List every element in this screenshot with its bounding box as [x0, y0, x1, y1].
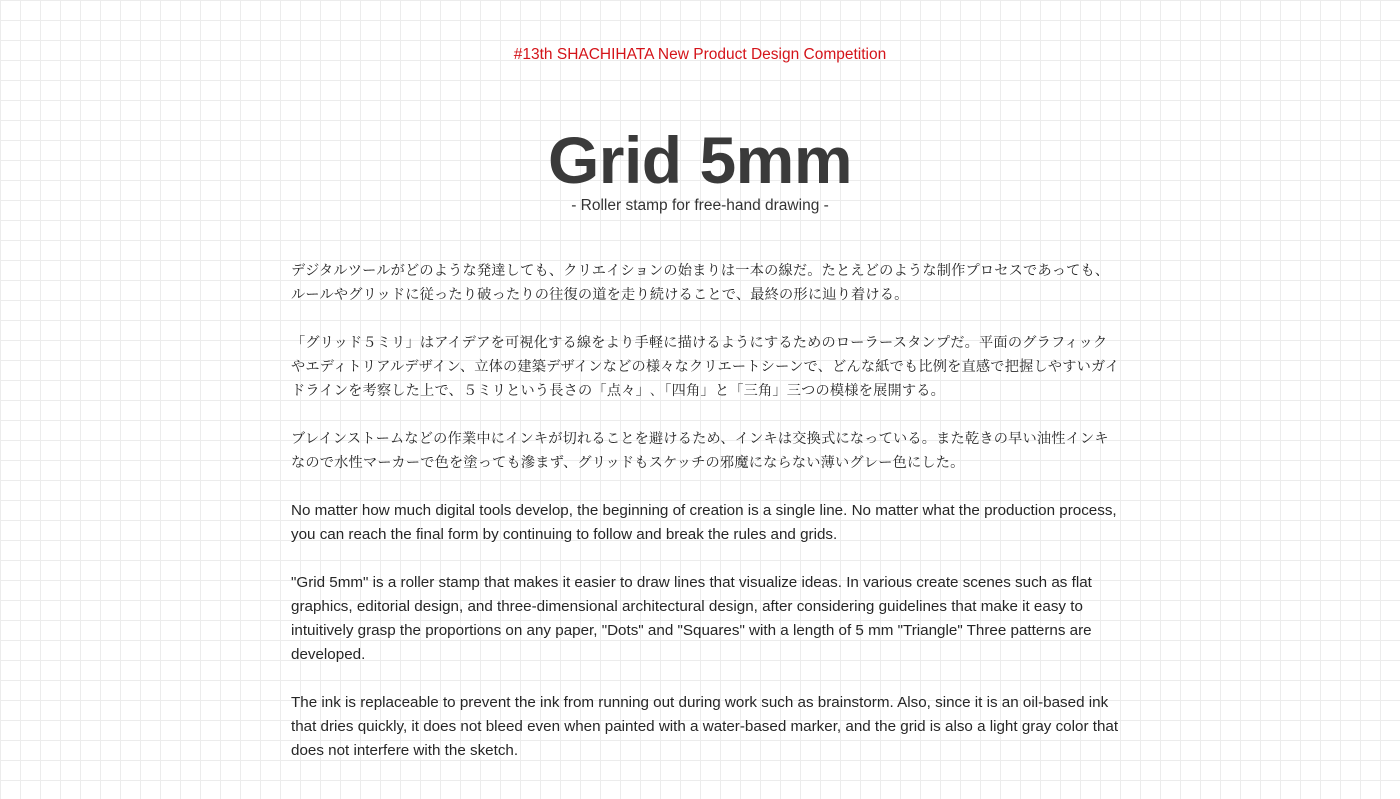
paragraph-ja-2: 「グリッド５ミリ」はアイデアを可視化する線をより手軽に描けるようにするためのローラースタンプだ。平面のグラフィックやエディトリアルデザイン、立体の建築デザインなどの様々なクリエートシーンで、どんな紙でも比例を直感で把握しやすいガイドラインを考察した上で、５ミリという長さの「点々」､「四角」と「三角」三つの模様を展開する。: [291, 335, 1120, 399]
paragraph-ja-3: ブレインストームなどの作業中にインキが切れることを避けるため、インキは交換式になっている。また乾きの早い油性インキなので水性マーカーで色を塗っても滲まず、グリッドもスケッチの邪魔にならない薄いグレー色にした。: [291, 431, 1109, 471]
page-title: Grid 5mm: [547, 123, 853, 197]
paragraph-en-2: "Grid 5mm" is a roller stamp that makes it easier to draw lines that visualize ideas. In various create scenes such as flat graphics, editorial design, and three-dimensional architectural design, after considering guidelines that make it easy to intuitively grasp the proportions on any paper, "Dots" and "Squares" with a length of 5 mm "Triangle" Three patterns are developed.: [291, 574, 1092, 663]
competition-label: #13th SHACHIHATA New Product Design Competition: [513, 46, 887, 63]
page-subtitle: - Roller stamp for free-hand drawing -: [571, 197, 829, 214]
paragraph-ja-1: デジタルツールがどのような発達しても、クリエイションの始まりは一本の線だ。たとえどのような制作プロセスであっても、ルールやグリッドに従ったり破ったりの往復の道を走り続けることで、最終の形に辿り着ける。: [291, 263, 1110, 303]
paragraph-en-3: The ink is replaceable to prevent the ink from running out during work such as brainstorm. Also, since it is an oil-based ink that dries quickly, it does not bleed even when painted with a water-based marker, and the grid is also a light gray color that does not interfere with the sketch.: [291, 694, 1119, 759]
description-body: [291, 259, 1121, 787]
paragraph-en-1: No matter how much digital tools develop, the beginning of creation is a single line. No matter what the production process, you can reach the final form by continuing to follow and break the rules and grids.: [291, 502, 1117, 543]
